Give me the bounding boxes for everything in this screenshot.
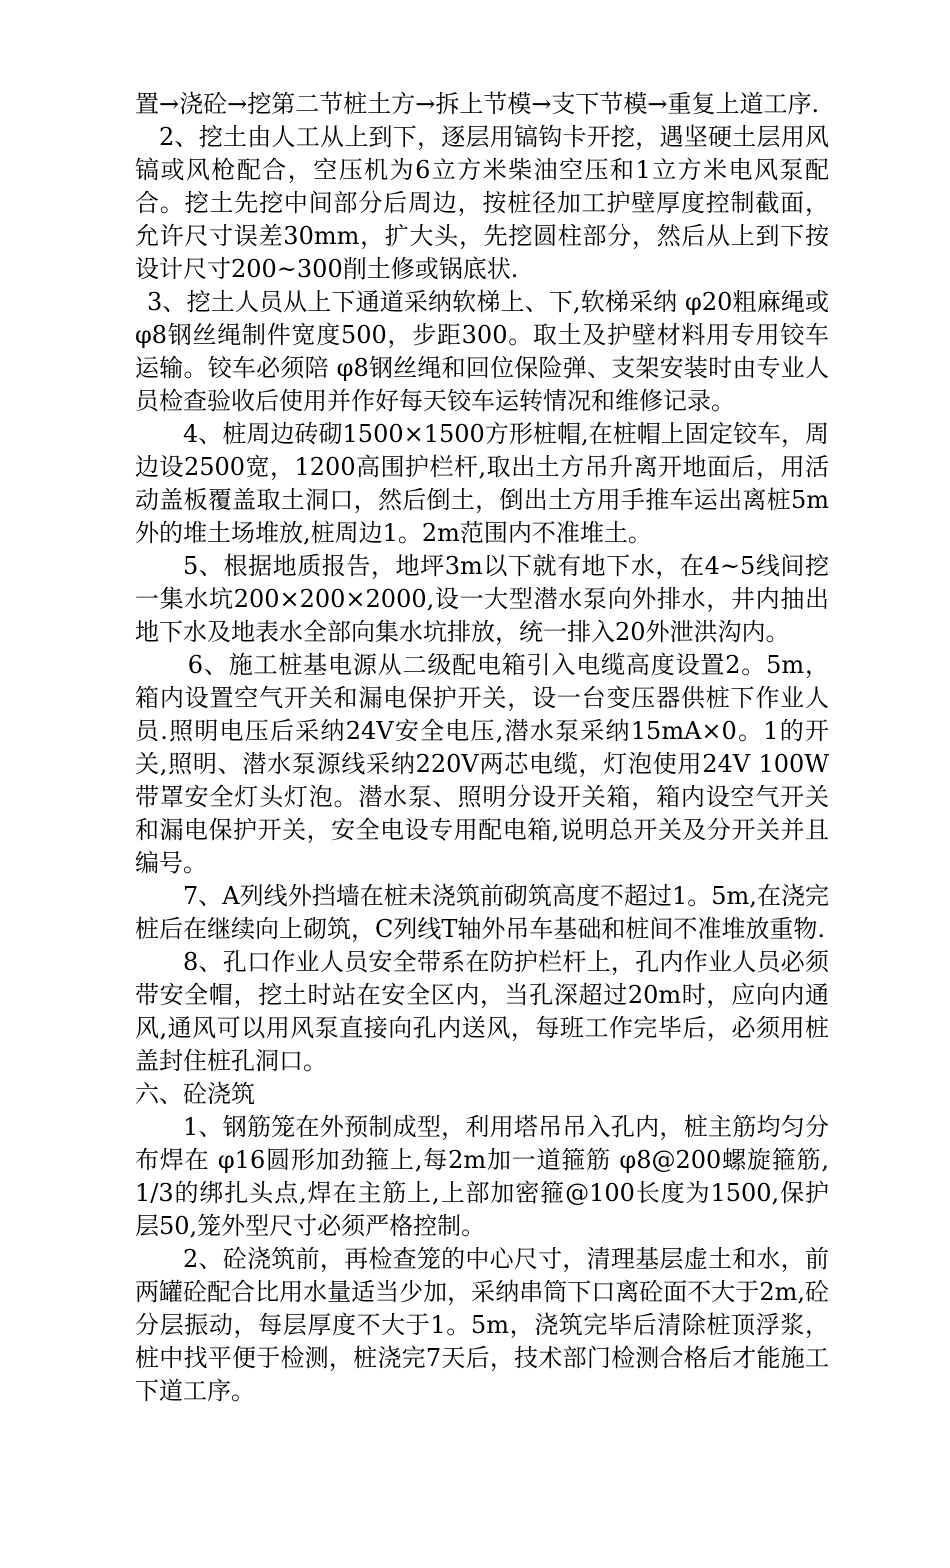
- paragraph-section6-item-1: 1、钢筋笼在外预制成型，利用塔吊吊入孔内，桩主筋均匀分布焊在 φ16圆形加劲箍上,每2m加一道箍筋 φ8@200螺旋箍筋,1/3的绑扎头点,焊在主筋上,上部加密箍@100长度为1500,保护层50,笼外型尺寸必须严格控制。: [135, 1113, 829, 1240]
- paragraph-continuation: 置→浇砼→挖第二节桩土方→拆上节模→支下节模→重复上道工序.: [135, 90, 820, 118]
- paragraph-item-4: 4、桩周边砖砌1500×1500方形桩帽,在桩帽上固定铰车，周边设2500宽，1200高围护栏杆,取出土方吊升离开地面后，用活动盖板覆盖取土洞口，然后倒土，倒出土方用手推车运出离桩5m外的堆土场堆放,桩周边1。2m范围内不准堆土。: [135, 420, 829, 547]
- paragraph-section6-item-2: 2、砼浇筑前，再检查笼的中心尺寸，清理基层虚土和水，前两罐砼配合比用水量适当少加，采纳串筒下口离砼面不大于2m,砼分层振动，每层厚度不大于1。5m，浇筑完毕后清除桩顶浮浆，桩中找平便于检测，桩浇完7天后，技术部门检测合格后才能施工下道工序。: [135, 1245, 829, 1405]
- paragraph-item-2: 2、挖土由人工从上到下，逐层用镐钩卡开挖，遇坚硬土层用风镐或风枪配合，空压机为6立方米柴油空压和1立方米电风泵配合。挖土先挖中间部分后周边，按桩径加工护壁厚度控制截面，允许尺寸误差30mm，扩大头，先挖圆柱部分，然后从上到下按设计尺寸200~300削土修或锅底状.: [135, 123, 829, 283]
- section-heading-concrete-pouring: 六、砼浇筑: [135, 1080, 255, 1108]
- paragraph-item-5: 5、根据地质报告，地坪3m以下就有地下水，在4~5线间挖一集水坑200×200×2000,设一大型潜水泵向外排水，井内抽出地下水及地表水全部向集水坑排放，统一排入20外泄洪沟内。: [135, 552, 829, 646]
- document-page: [135, 88, 829, 1408]
- paragraph-item-8: 8、孔口作业人员安全带系在防护栏杆上，孔内作业人员必须带安全帽，挖土时站在安全区内，当孔深超过20m时，应向内通风,通风可以用风泵直接向孔内送风，每班工作完毕后，必须用桩盖封住桩孔洞口。: [135, 948, 829, 1075]
- paragraph-item-3: 3、挖土人员从上下通道采纳软梯上、下,软梯采纳 φ20粗麻绳或 φ8钢丝绳制件宽度500，步距300。取土及护壁材料用专用铰车运输。铰车必须陪 φ8钢丝绳和回位保险弹、支架安装时由专业人员检查验收后使用并作好每天铰车运转情况和维修记录。: [135, 288, 829, 415]
- paragraph-item-6: 6、施工桩基电源从二级配电箱引入电缆高度设置2。5m，箱内设置空气开关和漏电保护开关，设一台变压器供桩下作业人员.照明电压后采纳24V安全电压,潜水泵采纳15mA×0。1的开关,照明、潜水泵源线采纳220V两芯电缆，灯泡使用24V 100W带罩安全灯头灯泡。潜水泵、照明分设开关箱，箱内设空气开关和漏电保护开关，安全电设专用配电箱,说明总开关及分开关并且编号。: [135, 651, 829, 877]
- paragraph-item-7: 7、A列线外挡墙在桩未浇筑前砌筑高度不超过1。5m,在浇完桩后在继续向上砌筑，C列线T轴外吊车基础和桩间不准堆放重物.: [135, 882, 829, 943]
